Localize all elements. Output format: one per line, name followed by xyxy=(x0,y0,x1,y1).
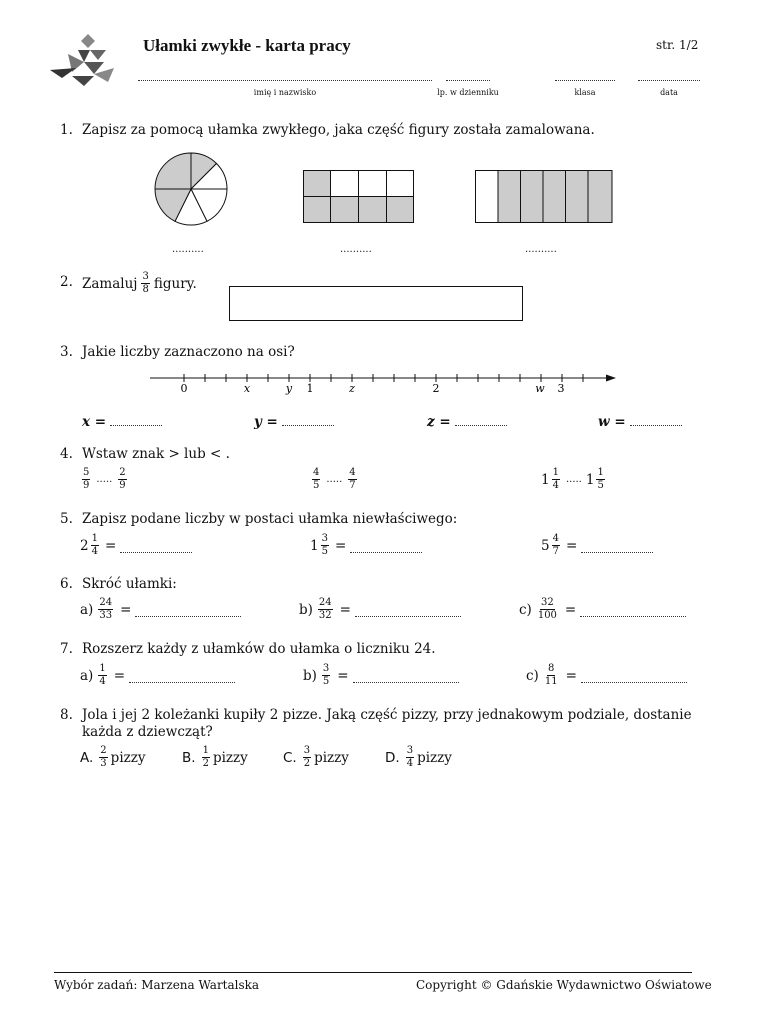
q8-b-label: B. xyxy=(182,749,196,766)
q5-2-eq: = xyxy=(334,537,347,554)
q6-b-d: 32 xyxy=(318,610,332,621)
q8-option-c[interactable] xyxy=(283,746,349,769)
q8-a-word: pizzy xyxy=(110,749,146,766)
q1-strips-figure xyxy=(475,170,613,224)
q4c-gap[interactable]: ..... xyxy=(565,474,582,485)
q5-1-d: 4 xyxy=(91,546,98,557)
var-z-blank[interactable] xyxy=(455,425,507,426)
q4-item-c xyxy=(541,468,607,491)
q8-d-word: pizzy xyxy=(417,749,452,766)
q5-number: 5. xyxy=(60,511,73,527)
q8-a-n: 2 xyxy=(100,745,107,756)
q4a-gap[interactable]: ..... xyxy=(96,474,113,485)
axis-label-y: y xyxy=(285,382,293,395)
q1-circle-figure xyxy=(150,151,232,227)
q6-b-n: 24 xyxy=(318,597,332,608)
q1-answer-3[interactable]: .......... xyxy=(525,244,557,255)
var-w-blank[interactable] xyxy=(630,425,682,426)
q3-answer-x[interactable] xyxy=(82,414,162,430)
footer-divider xyxy=(54,972,692,973)
roll-number-field-line[interactable] xyxy=(446,80,490,81)
q7-number: 7. xyxy=(60,641,73,657)
name-field-line[interactable] xyxy=(138,80,432,81)
q5-1-n: 1 xyxy=(91,533,98,544)
q8-d-n: 3 xyxy=(406,745,414,756)
q2-fraction xyxy=(141,272,149,295)
q7-b-n: 3 xyxy=(322,663,330,674)
var-z-label: z = xyxy=(427,414,451,430)
q8-option-d[interactable] xyxy=(385,746,452,769)
q8-number: 8. xyxy=(60,707,73,723)
q4c-w1: 1 xyxy=(541,471,550,488)
q4-text: Wstaw znak > lub < . xyxy=(82,446,230,462)
q6-number: 6. xyxy=(60,576,73,592)
q4a-d2: 9 xyxy=(119,480,126,491)
q1-answer-1[interactable]: .......... xyxy=(172,244,204,255)
q5-2-n: 3 xyxy=(321,533,328,544)
q7-c-blank[interactable] xyxy=(581,668,687,683)
q4b-n2: 4 xyxy=(349,467,356,478)
q3-answer-w[interactable] xyxy=(598,414,682,430)
q4-item-b xyxy=(310,468,359,491)
q7-b-d: 5 xyxy=(322,676,330,687)
q6-a-n: 24 xyxy=(99,597,113,608)
publisher-logo xyxy=(48,32,120,88)
q4a-n2: 2 xyxy=(119,467,126,478)
q4c-w2: 1 xyxy=(585,471,595,488)
q6-item-b: b) $\frac{24}{32}$ = xyxy=(299,598,461,621)
q4b-d2: 7 xyxy=(349,480,356,491)
q4b-gap[interactable]: ..... xyxy=(326,474,343,485)
q7-c-d: 11 xyxy=(544,676,558,687)
q5-1-whole: 2 xyxy=(80,537,89,554)
var-y-blank[interactable] xyxy=(282,425,334,426)
var-w-label: w = xyxy=(598,414,626,430)
q7-a-n: 1 xyxy=(99,663,106,674)
footer-author: Wybór zadań: Marzena Wartalska xyxy=(54,978,260,992)
page-number: str. 1/2 xyxy=(656,38,699,52)
q8-d-d: 4 xyxy=(406,758,414,769)
q5-2-whole: 1 xyxy=(310,537,319,554)
q5-3-n: 4 xyxy=(552,533,559,544)
q5-1-blank[interactable] xyxy=(120,538,192,553)
q6-c-d: 100 xyxy=(537,610,557,621)
q8-c-n: 3 xyxy=(303,745,311,756)
q7-c-label: c) xyxy=(526,667,539,684)
axis-label-w: w xyxy=(535,382,545,395)
q8-text-line2: każda z dziewcząt? xyxy=(82,724,213,740)
q6-c-label: c) xyxy=(519,601,532,618)
q2-text-post: figury. xyxy=(153,275,197,292)
var-x-blank[interactable] xyxy=(110,425,162,426)
q2-number: 2. xyxy=(60,274,73,290)
var-x-label: x = xyxy=(82,414,107,430)
q8-b-word: pizzy xyxy=(212,749,248,766)
q7-b-label: b) xyxy=(303,667,317,684)
axis-label-1: 1 xyxy=(306,382,314,395)
q3-answer-z[interactable] xyxy=(427,414,507,430)
axis-label-3: 3 xyxy=(557,382,565,395)
var-y-label: y = xyxy=(254,414,278,430)
q5-item-2 xyxy=(310,534,422,557)
axis-label-z: z xyxy=(349,382,355,395)
q8-b-n: 1 xyxy=(202,745,209,756)
q8-option-b[interactable] xyxy=(182,746,248,769)
class-field-label: klasa xyxy=(574,88,596,97)
q6-a-d: 33 xyxy=(99,610,113,621)
q4-item-a xyxy=(80,468,129,491)
q5-3-eq: = xyxy=(565,537,578,554)
q2-denominator: 8 xyxy=(142,284,149,295)
q7-a-d: 4 xyxy=(99,676,106,687)
q6-a-label: a) xyxy=(80,601,94,618)
q5-3-d: 7 xyxy=(552,546,559,557)
number-line xyxy=(148,370,618,400)
q2-rectangle-figure[interactable] xyxy=(229,286,523,321)
q4a-d1: 9 xyxy=(83,480,90,491)
q2-numerator: 3 xyxy=(142,271,149,282)
q1-text: Zapisz za pomocą ułamka zwykłego, jaka część figury została zamalowana. xyxy=(82,122,595,138)
q8-c-d: 2 xyxy=(303,758,311,769)
q2-text-pre: Zamaluj xyxy=(82,275,138,292)
q4b-d1: 5 xyxy=(313,480,320,491)
q5-1-eq: = xyxy=(104,537,117,554)
roll-number-field-label: lp. w dzienniku xyxy=(437,88,499,97)
q5-text: Zapisz podane liczby w postaci ułamka niewłaściwego: xyxy=(82,511,458,527)
q7-item-b: b) $\frac{3}{5}$ = xyxy=(303,664,459,687)
q4c-d1: 4 xyxy=(552,480,559,491)
q7-item-c: c) $\frac{8}{11}$ = xyxy=(526,664,687,687)
q6-b-label: b) xyxy=(299,601,313,618)
q7-c-n: 8 xyxy=(548,663,555,674)
q7-item-a: a) $\frac{1}{4}$ = xyxy=(80,664,235,687)
q5-3-blank[interactable] xyxy=(581,538,653,553)
q3-answer-y[interactable] xyxy=(254,414,334,430)
q4b-n1: 4 xyxy=(313,467,320,478)
axis-label-x: x xyxy=(243,382,251,395)
q3-number: 3. xyxy=(60,344,73,360)
axis-label-2: 2 xyxy=(432,382,440,395)
q8-option-a[interactable] xyxy=(80,746,145,769)
q5-3-whole: 5 xyxy=(541,537,550,554)
footer-copyright: Copyright © Gdańskie Wydawnictwo Oświatowe xyxy=(416,978,712,992)
q2-text xyxy=(82,272,197,295)
q4c-d2: 5 xyxy=(597,480,604,491)
name-field-label: imię i nazwisko xyxy=(253,88,317,97)
q8-c-word: pizzy xyxy=(314,749,349,766)
q1-grid-figure xyxy=(303,170,415,224)
axis-label-0: 0 xyxy=(180,382,188,395)
q4a-n1: 5 xyxy=(83,467,90,478)
class-field-line[interactable] xyxy=(555,80,615,81)
q3-text: Jakie liczby zaznaczono na osi? xyxy=(82,344,295,360)
q1-number: 1. xyxy=(60,122,73,138)
q7-a-label: a) xyxy=(80,667,94,684)
q1-answer-2[interactable]: .......... xyxy=(340,244,372,255)
q5-2-blank[interactable] xyxy=(350,538,422,553)
q8-c-label: C. xyxy=(283,749,297,766)
q6-c-n: 32 xyxy=(541,597,554,608)
q8-b-d: 2 xyxy=(202,758,209,769)
q5-item-3 xyxy=(541,534,653,557)
q6-item-c: c) $\frac{32}{100}$ = xyxy=(519,598,686,621)
date-field-line[interactable] xyxy=(638,80,700,81)
date-field-label: data xyxy=(660,88,678,97)
q7-b-blank[interactable] xyxy=(353,668,459,683)
q6-c-blank[interactable] xyxy=(580,602,686,617)
q8-a-d: 3 xyxy=(100,758,107,769)
q6-a-blank[interactable] xyxy=(135,602,241,617)
q8-d-label: D. xyxy=(385,749,400,766)
q5-item-1 xyxy=(80,534,192,557)
q8-text-line1: Jola i jej 2 koleżanki kupiły 2 pizze. Jaką część pizzy, przy jednakowym podziale, dostanie xyxy=(82,707,692,723)
q4c-n1: 1 xyxy=(552,467,559,478)
q6-b-blank[interactable] xyxy=(355,602,461,617)
q7-text: Rozszerz każdy z ułamków do ułamka o liczniku 24. xyxy=(82,641,436,657)
q4-number: 4. xyxy=(60,446,73,462)
q8-a-label: A. xyxy=(80,749,94,766)
q5-2-d: 5 xyxy=(321,546,328,557)
q6-item-a: a) $\frac{24}{33}$ = xyxy=(80,598,241,621)
page-title: Ułamki zwykłe - karta pracy xyxy=(143,36,351,55)
q6-text: Skróć ułamki: xyxy=(82,576,177,592)
q4c-n2: 1 xyxy=(597,467,604,478)
q7-a-blank[interactable] xyxy=(129,668,235,683)
